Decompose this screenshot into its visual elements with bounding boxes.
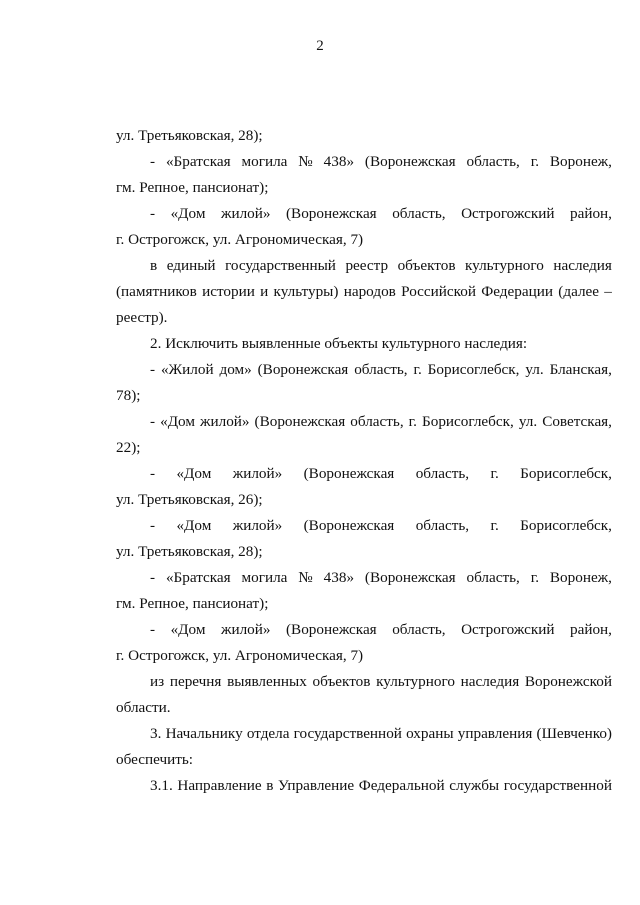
text-line: г. Острогожск, ул. Агрономическая, 7) bbox=[116, 231, 364, 248]
text-line-justified: 3. Начальнику отдела государственной охраны управления (Шевченко) bbox=[150, 725, 612, 742]
text-line: 22); bbox=[116, 439, 141, 456]
text-line-justified: - «Жилой дом» (Воронежская область, г. Борисоглебск, ул. Бланская, bbox=[150, 361, 612, 378]
text-line-justified: 3.1. Направление в Управление Федеральной службы государственной bbox=[150, 777, 612, 794]
text-line-justified: в единый государственный реестр объектов культурного наследия bbox=[150, 257, 612, 274]
text-line-justified: - «Дом жилой» (Воронежская область, г. Борисоглебск, bbox=[150, 517, 612, 534]
text-line-justified: - «Братская могила № 438» (Воронежская область, г. Воронеж, bbox=[150, 569, 612, 586]
text-line: ул. Третьяковская, 28); bbox=[116, 127, 263, 144]
text-line-justified: - «Дом жилой» (Воронежская область, Острогожский район, bbox=[150, 205, 612, 222]
text-line-justified: - «Дом жилой» (Воронежская область, г. Борисоглебск, bbox=[150, 465, 612, 482]
text-line: ул. Третьяковская, 26); bbox=[116, 491, 263, 508]
text-line: обеспечить: bbox=[116, 751, 194, 768]
text-line-justified: - «Дом жилой» (Воронежская область, г. Борисоглебск, ул. Советская, bbox=[150, 413, 612, 430]
text-line: области. bbox=[116, 699, 171, 716]
text-line: ул. Третьяковская, 28); bbox=[116, 543, 263, 560]
text-line-justified: (памятников истории и культуры) народов Российской Федерации (далее – bbox=[116, 283, 612, 300]
text-line-justified: из перечня выявленных объектов культурного наследия Воронежской bbox=[150, 673, 612, 690]
text-line-justified: - «Дом жилой» (Воронежская область, Острогожский район, bbox=[150, 621, 612, 638]
text-line: 78); bbox=[116, 387, 141, 404]
text-line: гм. Репное, пансионат); bbox=[116, 595, 269, 612]
page-number: 2 bbox=[316, 38, 324, 54]
text-line: г. Острогожск, ул. Агрономическая, 7) bbox=[116, 647, 364, 664]
text-line: 2. Исключить выявленные объекты культурного наследия: bbox=[150, 335, 528, 352]
text-line-justified: - «Братская могила № 438» (Воронежская область, г. Воронеж, bbox=[150, 153, 612, 170]
text-line: реестр). bbox=[116, 309, 168, 326]
text-line: гм. Репное, пансионат); bbox=[116, 179, 269, 196]
